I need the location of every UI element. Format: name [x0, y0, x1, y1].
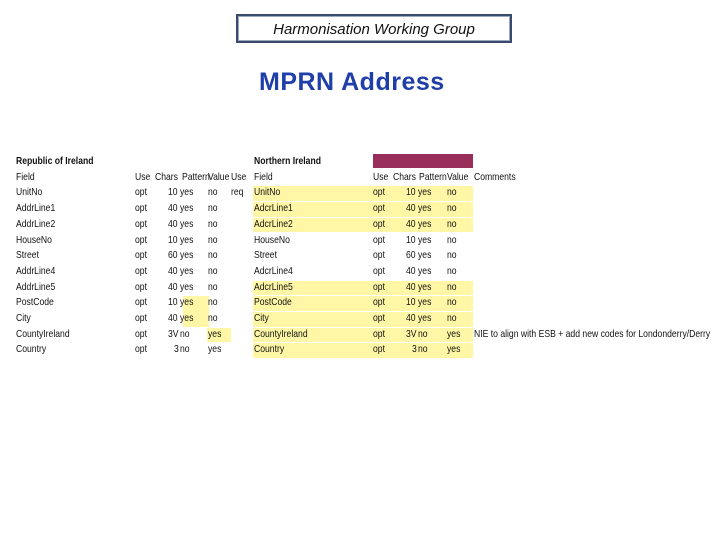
roi-field: UnitNo	[16, 186, 43, 199]
ni-chars: 40	[406, 264, 416, 277]
roi-use: opt	[135, 327, 147, 340]
roi-value: no	[208, 249, 218, 262]
ni-field: AdcrLine4	[254, 264, 293, 277]
ni-chars: 10	[406, 296, 416, 309]
roi-chars: 3V	[168, 327, 179, 340]
roi-chars: 10	[168, 296, 178, 309]
ni-field: Country	[254, 343, 285, 356]
ni-col-header: Pattern	[419, 170, 447, 183]
ni-col-header: Comments	[474, 170, 516, 183]
ni-chars: 40	[406, 280, 416, 293]
ni-field: AdcrLine5	[254, 280, 293, 293]
roi-col-header: Field	[16, 170, 35, 183]
roi-pattern: yes	[180, 312, 194, 324]
ni-value: no	[447, 233, 457, 246]
ni-pattern: yes	[418, 264, 432, 277]
roi-pattern: yes	[180, 217, 194, 230]
ni-pattern: yes	[418, 186, 432, 199]
ni-chars: 10	[406, 186, 416, 199]
ni-value: no	[447, 280, 457, 293]
ni-chars: 10	[406, 233, 416, 246]
roi-value: no	[208, 186, 218, 199]
roi-col-header: Use	[135, 170, 151, 183]
roi-use: opt	[135, 202, 147, 215]
roi-title: Republic of Ireland	[16, 155, 94, 167]
roi-value: no	[208, 312, 218, 324]
roi-pattern: yes	[180, 186, 194, 199]
ni-comment: NIE to align with ESB + add new codes for Londonderry/Derry	[474, 327, 711, 340]
roi-use: opt	[135, 312, 147, 324]
ni-field: AdcrLine2	[254, 217, 293, 230]
ni-value: yes	[447, 327, 461, 340]
roi-field: AddrLine2	[16, 217, 56, 230]
ni-value: no	[447, 296, 457, 309]
roi-chars: 10	[168, 186, 178, 199]
ni-chars: 60	[406, 249, 416, 262]
ni-pattern: yes	[418, 312, 432, 324]
ni-value: no	[447, 202, 457, 215]
roi-use: opt	[135, 249, 147, 262]
ni-use: opt	[373, 264, 385, 277]
roi-value: no	[208, 217, 218, 230]
roi-field: Country	[16, 343, 47, 356]
ni-value: yes	[447, 343, 461, 356]
roi-use: opt	[135, 217, 147, 230]
ni-col-header: Chars	[393, 170, 416, 183]
ni-field: Street	[254, 249, 277, 262]
ni-use: opt	[373, 233, 385, 246]
roi-chars: 60	[168, 249, 178, 262]
ni-chars: 3V	[406, 327, 417, 340]
ni-row-highlight	[253, 343, 473, 358]
roi-use: opt	[135, 186, 147, 199]
roi-col-header: Chars	[155, 170, 178, 183]
page-title: MPRN Address	[259, 68, 445, 96]
ni-field: UnitNo	[254, 186, 281, 199]
ni-col-header: Value	[447, 170, 469, 183]
roi-value: yes	[208, 343, 222, 356]
roi-value: yes	[208, 327, 222, 340]
ni-pattern: no	[418, 327, 428, 340]
roi-use: opt	[135, 264, 147, 277]
ni-row-highlight	[253, 186, 473, 201]
roi-field: AddrLine1	[16, 202, 56, 215]
roi-field: CountyIreland	[16, 327, 70, 340]
ni-pattern: yes	[418, 280, 432, 293]
ni-value: no	[447, 312, 457, 324]
ni-value: no	[447, 264, 457, 277]
ni-value: no	[447, 217, 457, 230]
ni-chars: 40	[406, 202, 416, 215]
roi-value: no	[208, 296, 218, 309]
roi-use: opt	[135, 280, 147, 293]
roi-chars: 40	[168, 202, 178, 215]
ni-field: AdcrLine1	[254, 202, 293, 215]
roi-use: opt	[135, 296, 147, 309]
roi-field: AddrLine4	[16, 264, 56, 277]
ni-pattern: yes	[418, 233, 432, 246]
roi-use2: req	[231, 186, 244, 199]
ni-field: City	[254, 312, 269, 324]
roi-pattern: yes	[180, 202, 194, 215]
roi-chars: 40	[168, 217, 178, 230]
ni-value: no	[447, 249, 457, 262]
roi-pattern: yes	[180, 233, 194, 246]
ni-use: opt	[373, 312, 385, 324]
ni-use: opt	[373, 217, 385, 230]
ni-field: CountyIreland	[254, 327, 308, 340]
ni-chars: 3	[412, 343, 417, 356]
ni-use: opt	[373, 249, 385, 262]
ni-pattern: yes	[418, 296, 432, 309]
ni-field: HouseNo	[254, 233, 290, 246]
roi-col-header: Value	[208, 170, 230, 183]
ni-field: PostCode	[254, 296, 292, 309]
roi-pattern: yes	[180, 249, 194, 262]
ni-value: no	[447, 186, 457, 199]
ni-pattern: yes	[418, 249, 432, 262]
roi-use: opt	[135, 233, 147, 246]
ni-pattern: yes	[418, 217, 432, 230]
roi-chars: 3	[174, 343, 179, 356]
roi-chars: 40	[168, 280, 178, 293]
ni-header-band	[373, 154, 473, 168]
ni-use: opt	[373, 280, 385, 293]
roi-value: no	[208, 264, 218, 277]
roi-field: HouseNo	[16, 233, 52, 246]
roi-chars: 10	[168, 233, 178, 246]
group-label: Harmonisation Working Group	[273, 21, 475, 38]
roi-use: opt	[135, 343, 147, 356]
ni-col-header: Use	[373, 170, 389, 183]
roi-pattern: no	[180, 343, 190, 356]
ni-row-highlight	[253, 312, 473, 327]
roi-field: City	[16, 312, 31, 324]
roi-chars: 40	[168, 312, 178, 324]
ni-use: opt	[373, 327, 385, 340]
ni-chars: 40	[406, 312, 416, 324]
roi-value: no	[208, 233, 218, 246]
roi-pattern: no	[180, 327, 190, 340]
ni-col-header: Field	[254, 170, 273, 183]
ni-use: opt	[373, 202, 385, 215]
roi-pattern: yes	[180, 280, 194, 293]
roi-field: PostCode	[16, 296, 54, 309]
roi-pattern: yes	[180, 296, 194, 309]
ni-pattern: yes	[418, 202, 432, 215]
ni-pattern: no	[418, 343, 428, 356]
roi-field: Street	[16, 249, 39, 262]
ni-use: opt	[373, 296, 385, 309]
roi-col-header: Pattern	[182, 170, 210, 183]
roi-value: no	[208, 280, 218, 293]
ni-title: Northern Ireland	[254, 155, 321, 167]
ni-use: opt	[373, 343, 385, 356]
roi-chars: 40	[168, 264, 178, 277]
roi-col-header: Use	[231, 170, 247, 183]
ni-use: opt	[373, 186, 385, 199]
ni-chars: 40	[406, 217, 416, 230]
roi-field: AddrLine5	[16, 280, 56, 293]
roi-value: no	[208, 202, 218, 215]
roi-pattern: yes	[180, 264, 194, 277]
